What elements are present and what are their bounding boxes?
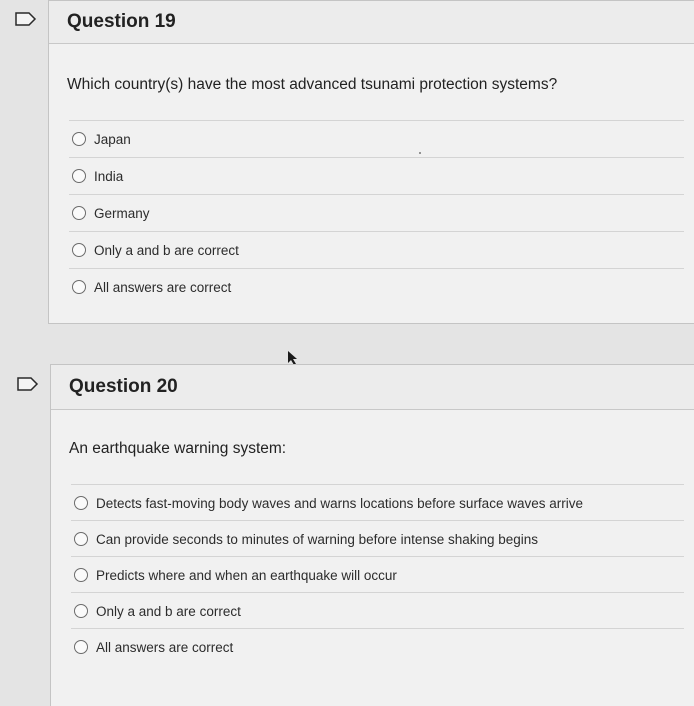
answer-option[interactable] <box>69 194 684 231</box>
radio-button-icon[interactable] <box>74 640 88 654</box>
option-label: Detects fast-moving body waves and warns locations before surface waves arrive <box>96 495 583 511</box>
answer-option[interactable] <box>71 484 684 521</box>
question-header <box>49 1 694 44</box>
flag-icon[interactable] <box>15 12 37 26</box>
question-19-card <box>48 0 694 324</box>
option-label: India <box>94 168 124 184</box>
question-body <box>51 410 694 706</box>
radio-button-icon[interactable] <box>72 169 86 183</box>
answer-option[interactable] <box>69 231 684 268</box>
option-label: Only a and b are correct <box>96 603 241 619</box>
radio-button-icon[interactable] <box>72 243 86 257</box>
radio-button-icon[interactable] <box>74 532 88 546</box>
question-title: Question 19 <box>67 11 176 32</box>
answer-option[interactable] <box>69 120 684 157</box>
radio-button-icon[interactable] <box>74 496 88 510</box>
speck <box>419 152 421 154</box>
question-title: Question 20 <box>69 376 178 397</box>
flag-icon[interactable] <box>17 377 39 391</box>
option-label: Only a and b are correct <box>94 242 239 258</box>
option-label: All answers are correct <box>94 279 232 295</box>
option-label: All answers are correct <box>96 639 234 655</box>
answer-option[interactable] <box>69 157 684 194</box>
radio-button-icon[interactable] <box>74 568 88 582</box>
question-20-card <box>50 364 694 706</box>
question-body <box>49 44 694 323</box>
option-label: Predicts where and when an earthquake will occur <box>96 567 397 583</box>
option-label: Can provide seconds to minutes of warning before intense shaking begins <box>96 531 539 547</box>
answer-option[interactable] <box>69 268 684 305</box>
option-label: Germany <box>94 205 150 221</box>
radio-button-icon[interactable] <box>72 280 86 294</box>
answer-option[interactable] <box>71 628 684 665</box>
question-text: Which country(s) have the most advanced tsunami protection systems? <box>67 76 558 93</box>
option-label: Japan <box>94 131 131 147</box>
answer-option[interactable] <box>71 556 684 593</box>
radio-button-icon[interactable] <box>74 604 88 618</box>
radio-button-icon[interactable] <box>72 206 86 220</box>
question-text: An earthquake warning system: <box>69 440 287 457</box>
radio-button-icon[interactable] <box>72 132 86 146</box>
question-header <box>51 365 694 410</box>
answer-option[interactable] <box>71 520 684 557</box>
answer-option[interactable] <box>71 592 684 629</box>
